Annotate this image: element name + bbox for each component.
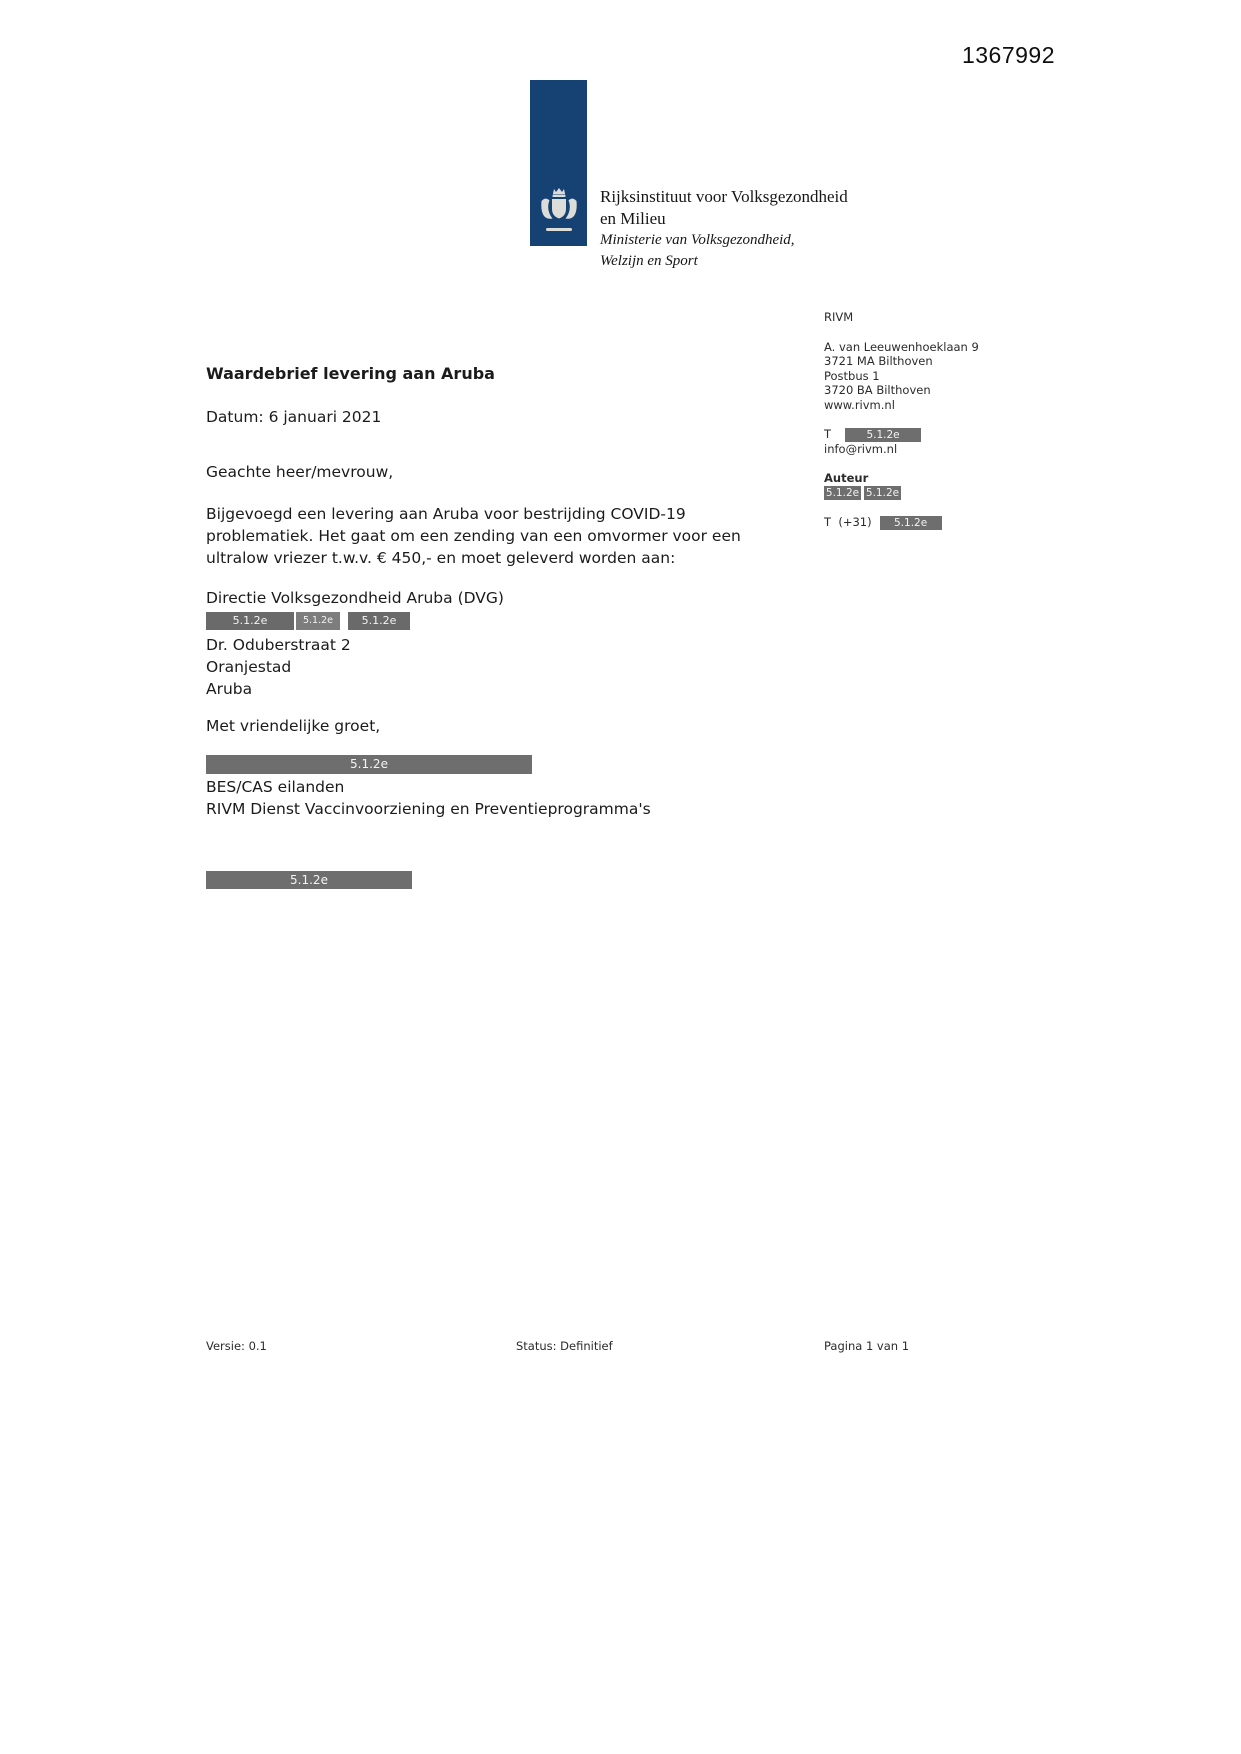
contact-phone2-row: [824, 515, 1039, 530]
letter-salutation: Geachte heer/mevrouw,: [206, 463, 394, 481]
phone2-prefix: (+31): [838, 515, 872, 529]
footer-page-number: Pagina 1 van 1: [824, 1339, 910, 1353]
bottom-redaction-block: 5.1.2e: [206, 871, 412, 889]
signature-line: BES/CAS eilanden: [206, 778, 345, 796]
recipient-address-line: Aruba: [206, 680, 253, 698]
logo-ministry-line1: Ministerie van Volksgezondheid,: [600, 232, 795, 248]
recipient-address-line: Oranjestad: [206, 658, 292, 676]
rivm-logo-ribbon: [530, 80, 587, 246]
redaction-block: 5.1.2e: [845, 428, 921, 442]
footer-status: Status: Definitief: [516, 1339, 613, 1353]
paragraph-line: problematiek. Het gaat om een zending van een omvormer voor een: [206, 527, 741, 545]
contact-auteur: [824, 471, 1039, 500]
contact-org: RIVM: [824, 310, 854, 324]
contact-column: [824, 310, 1039, 545]
contact-address-line: Postbus 1: [824, 368, 880, 383]
letter-closing: Met vriendelijke groet,: [206, 717, 381, 735]
letter-paragraph: [206, 503, 846, 569]
redaction-block: 5.1.2e: [206, 612, 294, 630]
contact-address-line: A. van Leeuwenhoeklaan 9: [824, 339, 979, 354]
phone2-label: T: [824, 515, 832, 529]
recipient-address-line: Dr. Oduberstraat 2: [206, 636, 351, 654]
contact-address-line: 3721 MA Bilthoven: [824, 354, 933, 368]
contact-address: [824, 340, 1039, 413]
redaction-block: 5.1.2e: [348, 612, 410, 630]
contact-phone-email: [824, 427, 1039, 456]
logo-org-line2: en Milieu: [600, 209, 666, 228]
coat-of-arms-icon: [539, 186, 579, 234]
contact-phone-row: [824, 427, 1039, 442]
redaction-block: 5.1.2e: [880, 516, 942, 530]
paragraph-line: ultralow vriezer t.w.v. € 450,- en moet geleverd worden aan:: [206, 549, 676, 567]
logo-org-line1: Rijksinstituut voor Volksgezondheid: [600, 187, 848, 206]
redaction-block: 5.1.2e: [296, 612, 340, 630]
redaction-block: 5.1.2e: [865, 487, 900, 499]
auteur-redactions: [824, 486, 1039, 501]
signature-lines: [206, 776, 846, 820]
footer-version: Versie: 0.1: [206, 1339, 267, 1353]
address-redaction-row: [206, 611, 846, 630]
signature-redaction-block: 5.1.2e: [206, 755, 532, 774]
redaction-block: 5.1.2e: [825, 487, 860, 499]
contact-address-line: 3720 BA Bilthoven: [824, 383, 931, 397]
contact-email: info@rivm.nl: [824, 441, 898, 456]
logo-text-block: [600, 186, 920, 272]
signature-line: RIVM Dienst Vaccinvoorziening en Preventieprogramma's: [206, 800, 651, 818]
letter-date: Datum: 6 januari 2021: [206, 408, 382, 426]
logo-ministry-line2: Welzijn en Sport: [600, 253, 698, 269]
recipient-name: Directie Volksgezondheid Aruba (DVG): [206, 589, 504, 607]
letter-body: [206, 364, 846, 889]
contact-website: www.rivm.nl: [824, 397, 895, 412]
document-number: 1367992: [961, 42, 1055, 68]
phone-label: T: [824, 427, 832, 441]
paragraph-line: Bijgevoegd een levering aan Aruba voor bestrijding COVID-19: [206, 505, 686, 523]
recipient-address: [206, 634, 846, 700]
letter-title: Waardebrief levering aan Aruba: [206, 364, 495, 383]
auteur-label: Auteur: [824, 471, 869, 485]
